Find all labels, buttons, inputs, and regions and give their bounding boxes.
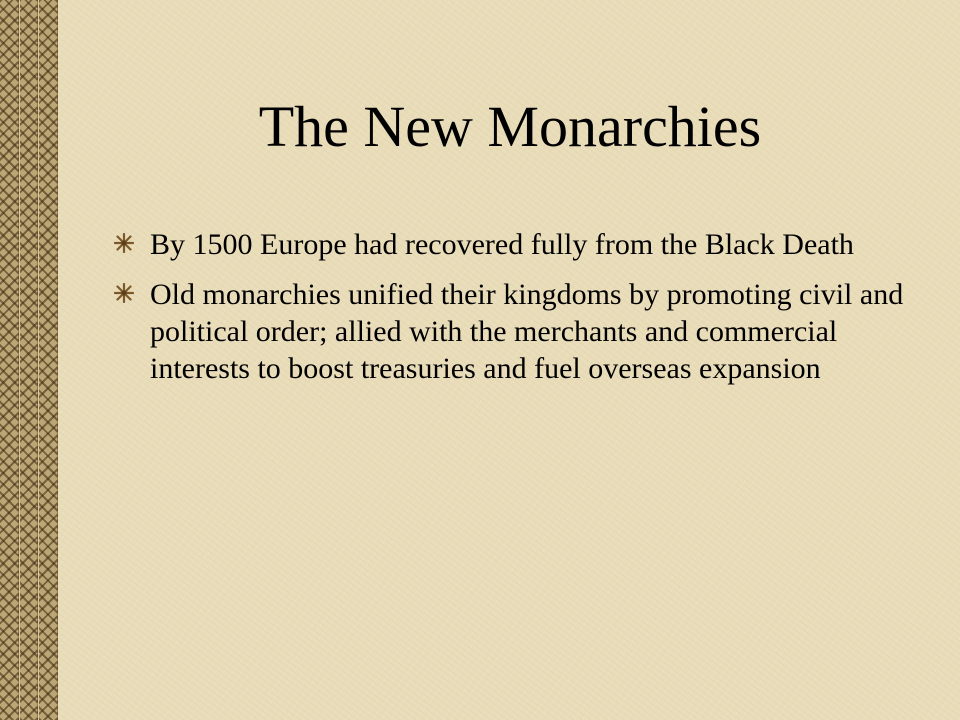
asterisk-star-icon [114, 283, 134, 303]
decorative-side-border [0, 0, 58, 720]
bullet-text: Old monarchies unified their kingdoms by promoting civil and political order; allied with the merchants and commercial interests to boost treasuries and fuel overseas expansion [150, 278, 904, 385]
border-stripe [0, 0, 19, 720]
bullet-item [112, 226, 912, 263]
slide-title: The New Monarchies [258, 94, 762, 159]
border-stripe [20, 0, 39, 720]
asterisk-star-icon [114, 233, 134, 253]
bullet-list [112, 226, 912, 400]
bullet-item [112, 276, 912, 387]
bullet-text: By 1500 Europe had recovered fully from the Black Death [150, 228, 854, 261]
border-stripe [39, 0, 58, 720]
